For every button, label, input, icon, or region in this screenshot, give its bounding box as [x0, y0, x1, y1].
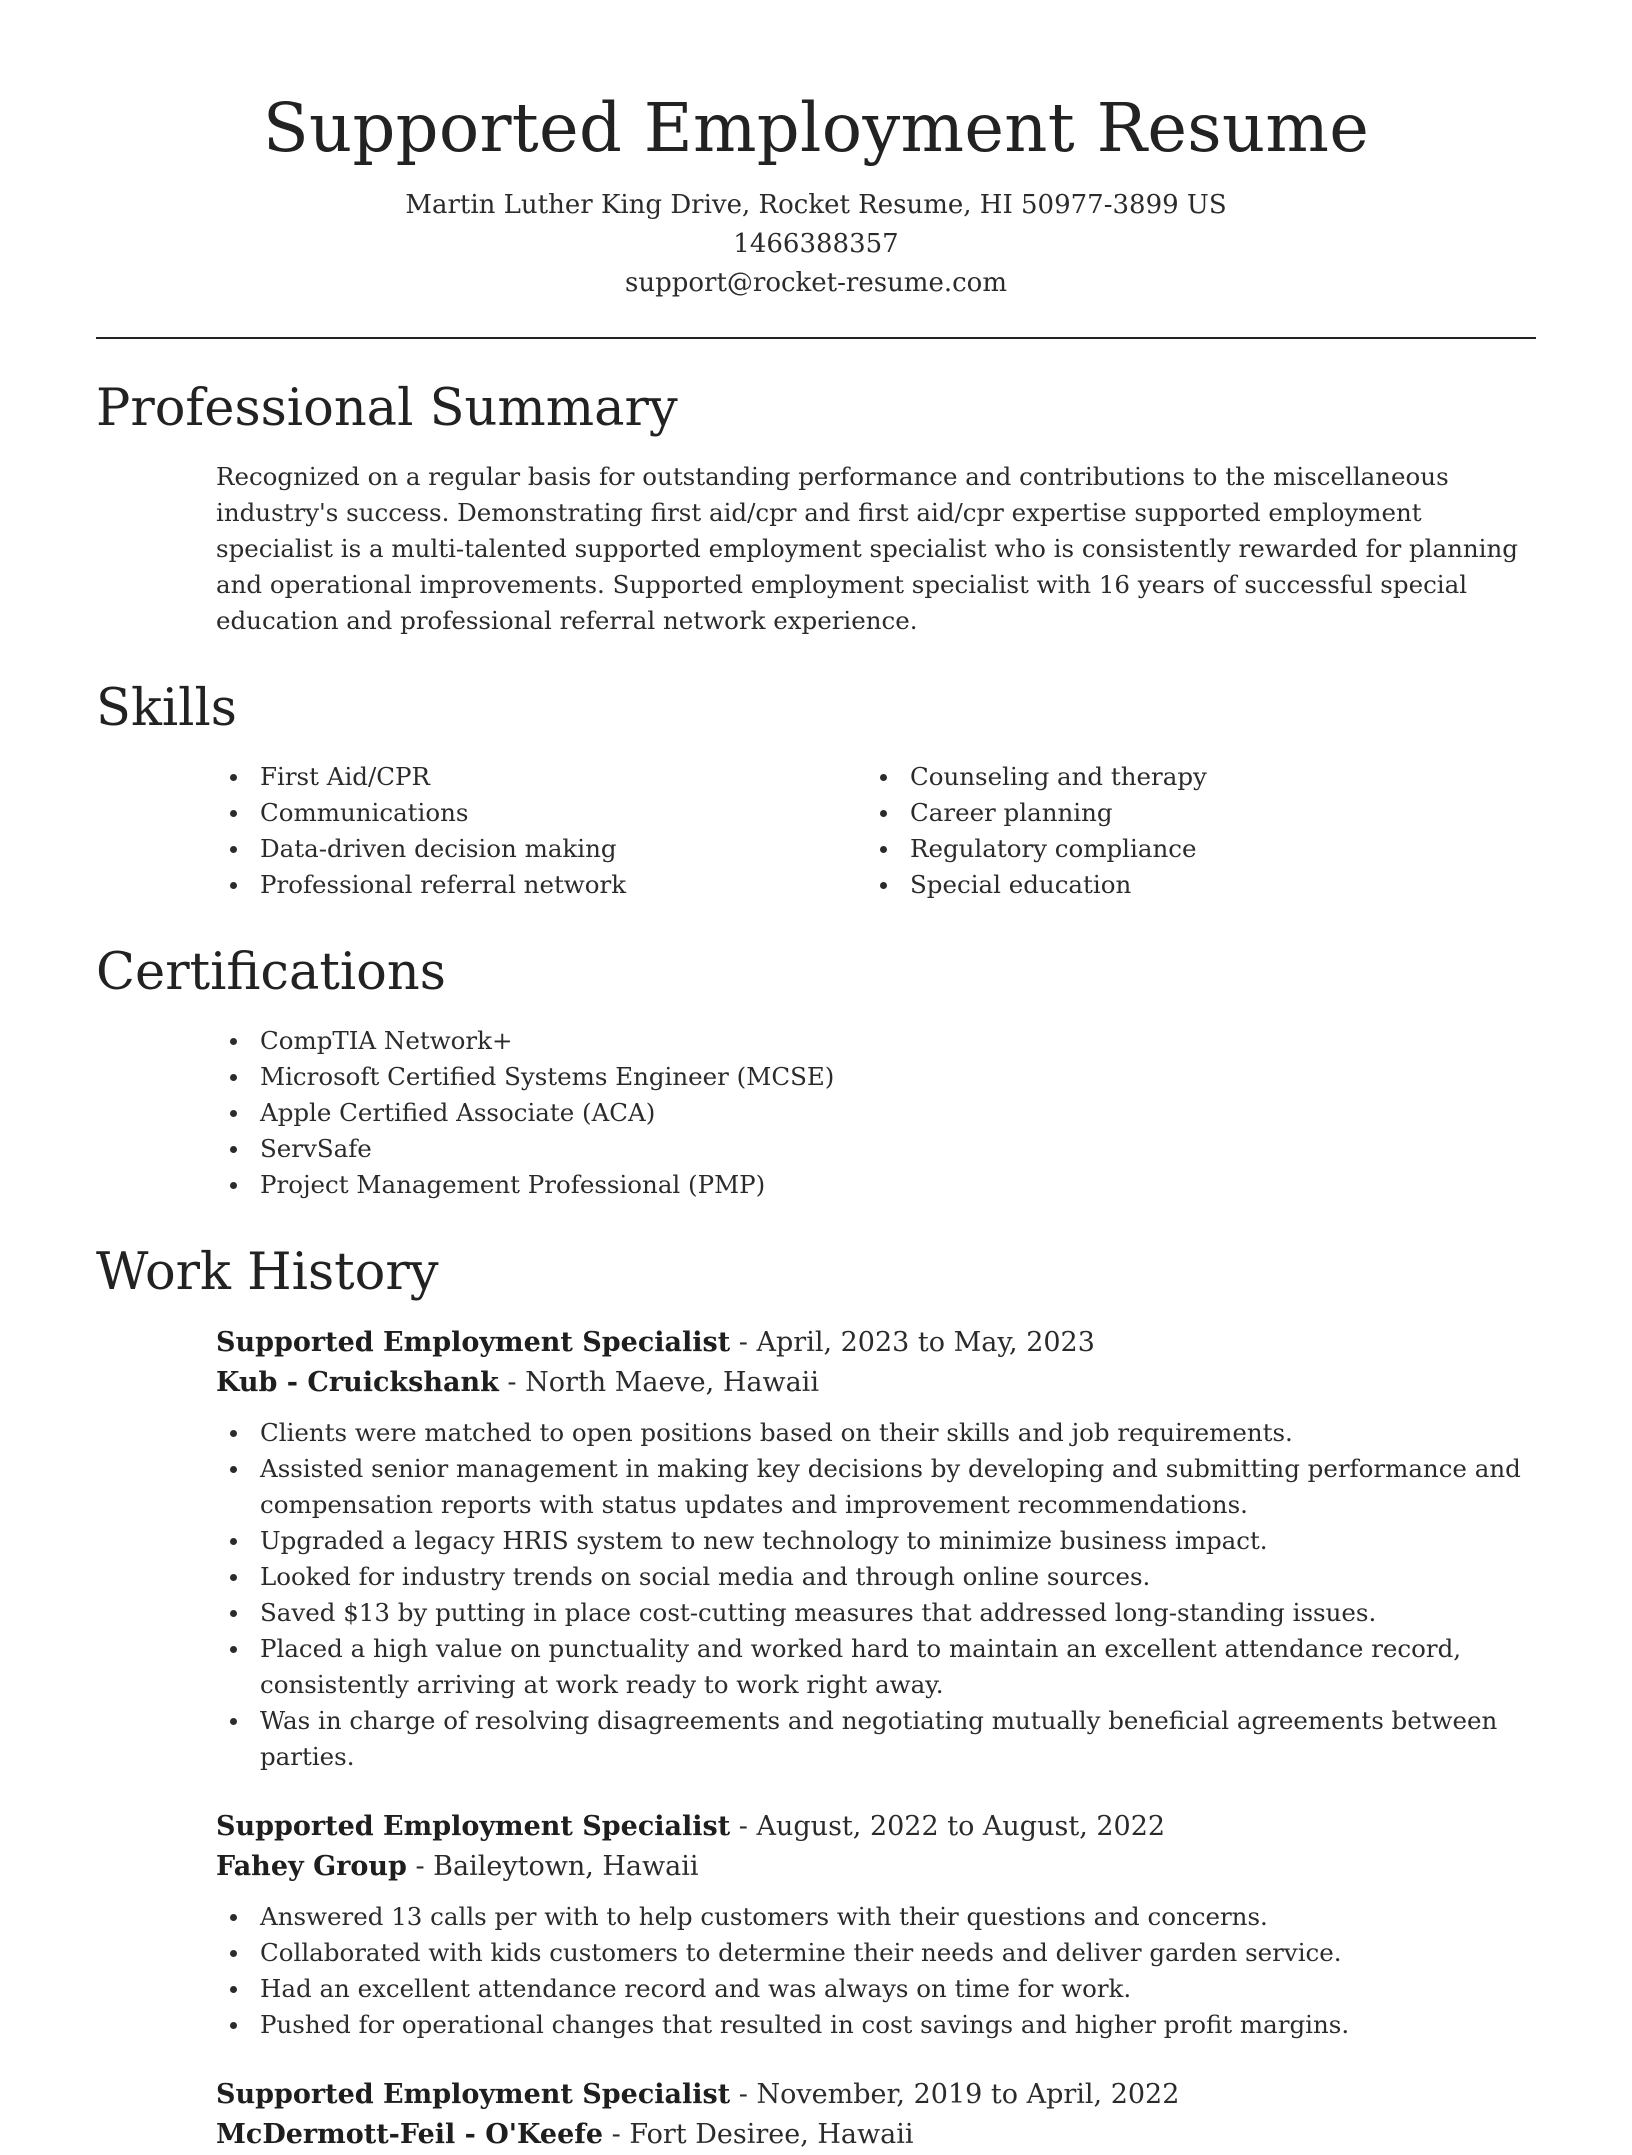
- header-divider: [96, 337, 1536, 339]
- contact-address: Martin Luther King Drive, Rocket Resume, HI 50977-3899 US: [405, 190, 1227, 220]
- job-location: - Baileytown, Hawaii: [406, 1851, 699, 1882]
- job-bullet: Clients were matched to open positions based on their skills and job requirements.: [216, 1415, 1536, 1451]
- job-company: Fahey Group: [216, 1851, 407, 1882]
- resume-header: [96, 0, 1536, 303]
- certifications-heading: Certifications: [96, 943, 446, 1002]
- skills-grid: [216, 759, 1536, 903]
- job-bullet: Pushed for operational changes that resulted in cost savings and higher profit margins.: [216, 2007, 1536, 2043]
- job-company: McDermott-Feil - O'Keefe: [216, 2119, 604, 2150]
- skills-section: [96, 677, 1536, 903]
- job-bullets: [216, 1899, 1536, 2043]
- summary-section: [96, 377, 1536, 639]
- job-dates: - April, 2023 to May, 2023: [730, 1327, 1095, 1358]
- skill-item: Special education: [866, 867, 1516, 903]
- job-title: Supported Employment Specialist: [216, 2079, 731, 2110]
- summary-text: Recognized on a regular basis for outstanding performance and contributions to the miscellaneous industry's success. Demonstrating first aid/cpr and first aid/cpr expertise supported employment specialist is a multi-talented supported employment specialist who is consistently rewarded for planning and operational improvements. Supported employment specialist with 16 years of successful special education and professional referral network experience.: [216, 462, 1518, 635]
- job-entry: [216, 2075, 1536, 2155]
- job-title-line: [216, 1807, 1536, 1847]
- job-entry: [216, 1807, 1536, 2043]
- job-company-line: [216, 2115, 1536, 2155]
- skill-item: Regulatory compliance: [866, 831, 1516, 867]
- skill-item: Data-driven decision making: [216, 831, 866, 867]
- jobs-container: [216, 1323, 1536, 2155]
- certifications-list: [216, 1023, 1536, 1203]
- resume-title: Supported Employment Resume: [262, 89, 1370, 167]
- skill-item: Career planning: [866, 795, 1516, 831]
- contact-email[interactable]: support@rocket-resume.com: [624, 268, 1007, 298]
- certification-item: ServSafe: [216, 1131, 1536, 1167]
- skill-item: Professional referral network: [216, 867, 866, 903]
- job-company: Kub - Cruickshank: [216, 1367, 499, 1398]
- job-bullet: Saved $13 by putting in place cost-cutting measures that addressed long-standing issues.: [216, 1595, 1536, 1631]
- certifications-section: [96, 941, 1536, 1203]
- job-title: Supported Employment Specialist: [216, 1327, 731, 1358]
- skills-list-left: [216, 759, 866, 903]
- certification-item: CompTIA Network+: [216, 1023, 1536, 1059]
- job-title-line: [216, 1323, 1536, 1363]
- skills-list-right: [866, 759, 1516, 903]
- job-location: - North Maeve, Hawaii: [498, 1367, 819, 1398]
- summary-heading: Professional Summary: [96, 379, 678, 438]
- job-bullet: Assisted senior management in making key decisions by developing and submitting performance and compensation reports with status updates and improvement recommendations.: [216, 1451, 1536, 1523]
- job-title: Supported Employment Specialist: [216, 1811, 731, 1842]
- work-history-heading: Work History: [96, 1243, 439, 1302]
- skill-item: First Aid/CPR: [216, 759, 866, 795]
- job-bullet: Answered 13 calls per with to help customers with their questions and concerns.: [216, 1899, 1536, 1935]
- job-title-line: [216, 2075, 1536, 2115]
- job-company-line: [216, 1363, 1536, 1403]
- certification-item: Project Management Professional (PMP): [216, 1167, 1536, 1203]
- job-bullet: Upgraded a legacy HRIS system to new technology to minimize business impact.: [216, 1523, 1536, 1559]
- job-bullet: Was in charge of resolving disagreements and negotiating mutually beneficial agreements between parties.: [216, 1703, 1536, 1775]
- job-company-line: [216, 1847, 1536, 1887]
- job-bullet: Placed a high value on punctuality and worked hard to maintain an excellent attendance record, consistently arriving at work ready to work right away.: [216, 1631, 1536, 1703]
- job-bullet: Had an excellent attendance record and was always on time for work.: [216, 1971, 1536, 2007]
- job-dates: - November, 2019 to April, 2022: [730, 2079, 1180, 2110]
- skill-item: Counseling and therapy: [866, 759, 1516, 795]
- job-entry: [216, 1323, 1536, 1775]
- job-location: - Fort Desiree, Hawaii: [603, 2119, 914, 2150]
- certification-item: Microsoft Certified Systems Engineer (MCSE): [216, 1059, 1536, 1095]
- job-dates: - August, 2022 to August, 2022: [730, 1811, 1166, 1842]
- contact-phone: 1466388357: [733, 229, 899, 259]
- resume-page: [96, 0, 1536, 2150]
- skills-heading: Skills: [96, 679, 237, 738]
- job-bullet: Collaborated with kids customers to determine their needs and deliver garden service.: [216, 1935, 1536, 1971]
- work-history-section: [96, 1241, 1536, 2155]
- skill-item: Communications: [216, 795, 866, 831]
- job-bullet: Looked for industry trends on social media and through online sources.: [216, 1559, 1536, 1595]
- job-bullets: [216, 1415, 1536, 1775]
- certification-item: Apple Certified Associate (ACA): [216, 1095, 1536, 1131]
